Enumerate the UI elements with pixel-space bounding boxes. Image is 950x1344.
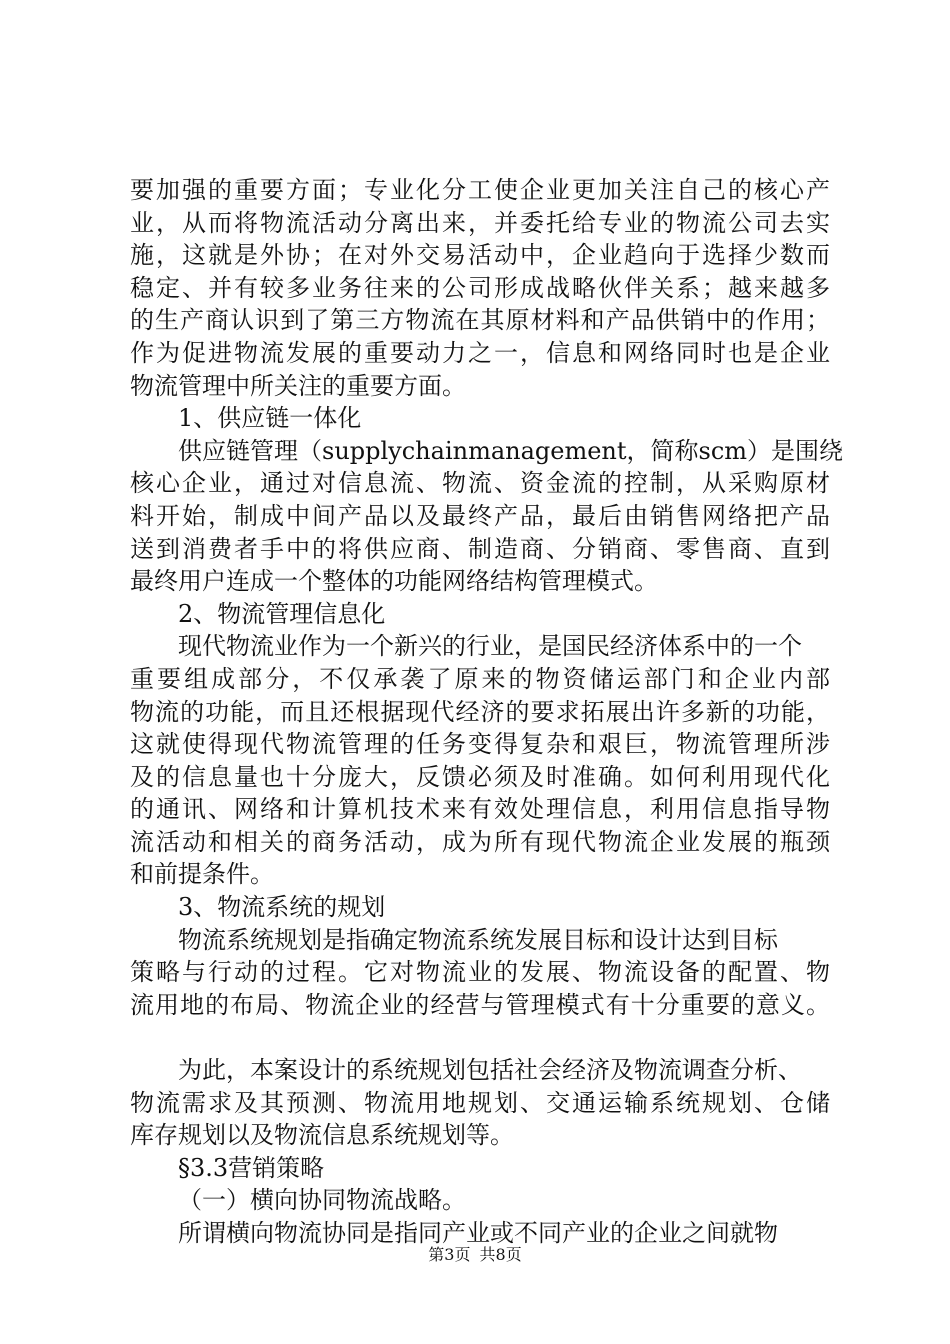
paragraph-line: 这就使得现代物流管理的任务变得复杂和艰巨，物流管理所涉 xyxy=(130,730,830,759)
paragraph-line: 和前提条件。 xyxy=(130,860,274,889)
paragraph-line: 最终用户连成一个整体的功能网络结构管理模式。 xyxy=(130,567,658,596)
section-heading: §3.3营销策略 xyxy=(178,1153,325,1182)
paragraph-gap xyxy=(130,1021,830,1054)
paragraph-line: 稳定、并有较多业务往来的公司形成战略伙伴关系；越来越多 xyxy=(130,273,830,302)
paragraph-line: 流活动和相关的商务活动，成为所有现代物流企业发展的瓶颈 xyxy=(130,827,830,856)
paragraph-line: 为此，本案设计的系统规划包括社会经济及物流调查分析、 xyxy=(178,1056,802,1085)
paragraph-line: 作为促进物流发展的重要动力之一，信息和网络同时也是企业 xyxy=(130,338,830,367)
paragraph-line: 现代物流业作为一个新兴的行业，是国民经济体系中的一个 xyxy=(178,632,802,661)
paragraph-line: 送到消费者手中的将供应商、制造商、分销商、零售商、直到 xyxy=(130,534,830,563)
paragraph-line: 业，从而将物流活动分离出来，并委托给专业的物流公司去实 xyxy=(130,208,830,237)
paragraph-line: 物流管理中所关注的重要方面。 xyxy=(130,371,466,400)
paragraph-line: 物流系统规划是指确定物流系统发展目标和设计达到目标 xyxy=(178,925,778,954)
paragraph-line: 供应链管理（supplychainmanagement，简称scm）是围绕 xyxy=(178,436,844,465)
page-footer xyxy=(0,1245,950,1265)
paragraph-line: 及的信息量也十分庞大，反馈必须及时准确。如何利用现代化 xyxy=(130,762,830,791)
section-heading: 1、供应链一体化 xyxy=(178,404,362,433)
paragraph-line: 流用地的布局、物流企业的经营与管理模式有十分重要的意义。 xyxy=(130,990,830,1019)
paragraph-line: 的生产商认识到了第三方物流在其原材料和产品供销中的作用； xyxy=(130,306,830,335)
section-heading: 2、物流管理信息化 xyxy=(178,599,386,628)
paragraph-line: 物流的功能，而且还根据现代经济的要求拓展出许多新的功能， xyxy=(130,697,830,726)
paragraph-line: 核心企业，通过对信息流、物流、资金流的控制，从采购原材 xyxy=(130,469,830,498)
paragraph-line: 料开始，制成中间产品以及最终产品，最后由销售网络把产品 xyxy=(130,501,830,530)
section-heading: 3、物流系统的规划 xyxy=(178,893,386,922)
paragraph-line: 策略与行动的过程。它对物流业的发展、物流设备的配置、物 xyxy=(130,958,830,987)
paragraph-line: 重要组成部分，不仅承袭了原来的物资储运部门和企业内部 xyxy=(130,664,830,693)
paragraph-line: 物流需求及其预测、物流用地规划、交通运输系统规划、仓储 xyxy=(130,1088,830,1117)
paragraph-line: 的通讯、网络和计算机技术来有效处理信息，利用信息指导物 xyxy=(130,795,830,824)
subsection-heading: （一）横向协同物流战略。 xyxy=(178,1186,466,1215)
page-number-total: 共8页 xyxy=(479,1245,522,1264)
paragraph-line: 库存规划以及物流信息系统规划等。 xyxy=(130,1121,514,1150)
page-number-current: 第3页 xyxy=(428,1245,471,1264)
body-text xyxy=(130,174,844,1250)
paragraph-line: 施，这就是外协；在对外交易活动中，企业趋向于选择少数而 xyxy=(130,241,830,270)
paragraph-line: 所谓横向物流协同是指同产业或不同产业的企业之间就物 xyxy=(178,1219,778,1247)
paragraph-line: 要加强的重要方面；专业化分工使企业更加关注自己的核心产 xyxy=(130,176,830,204)
